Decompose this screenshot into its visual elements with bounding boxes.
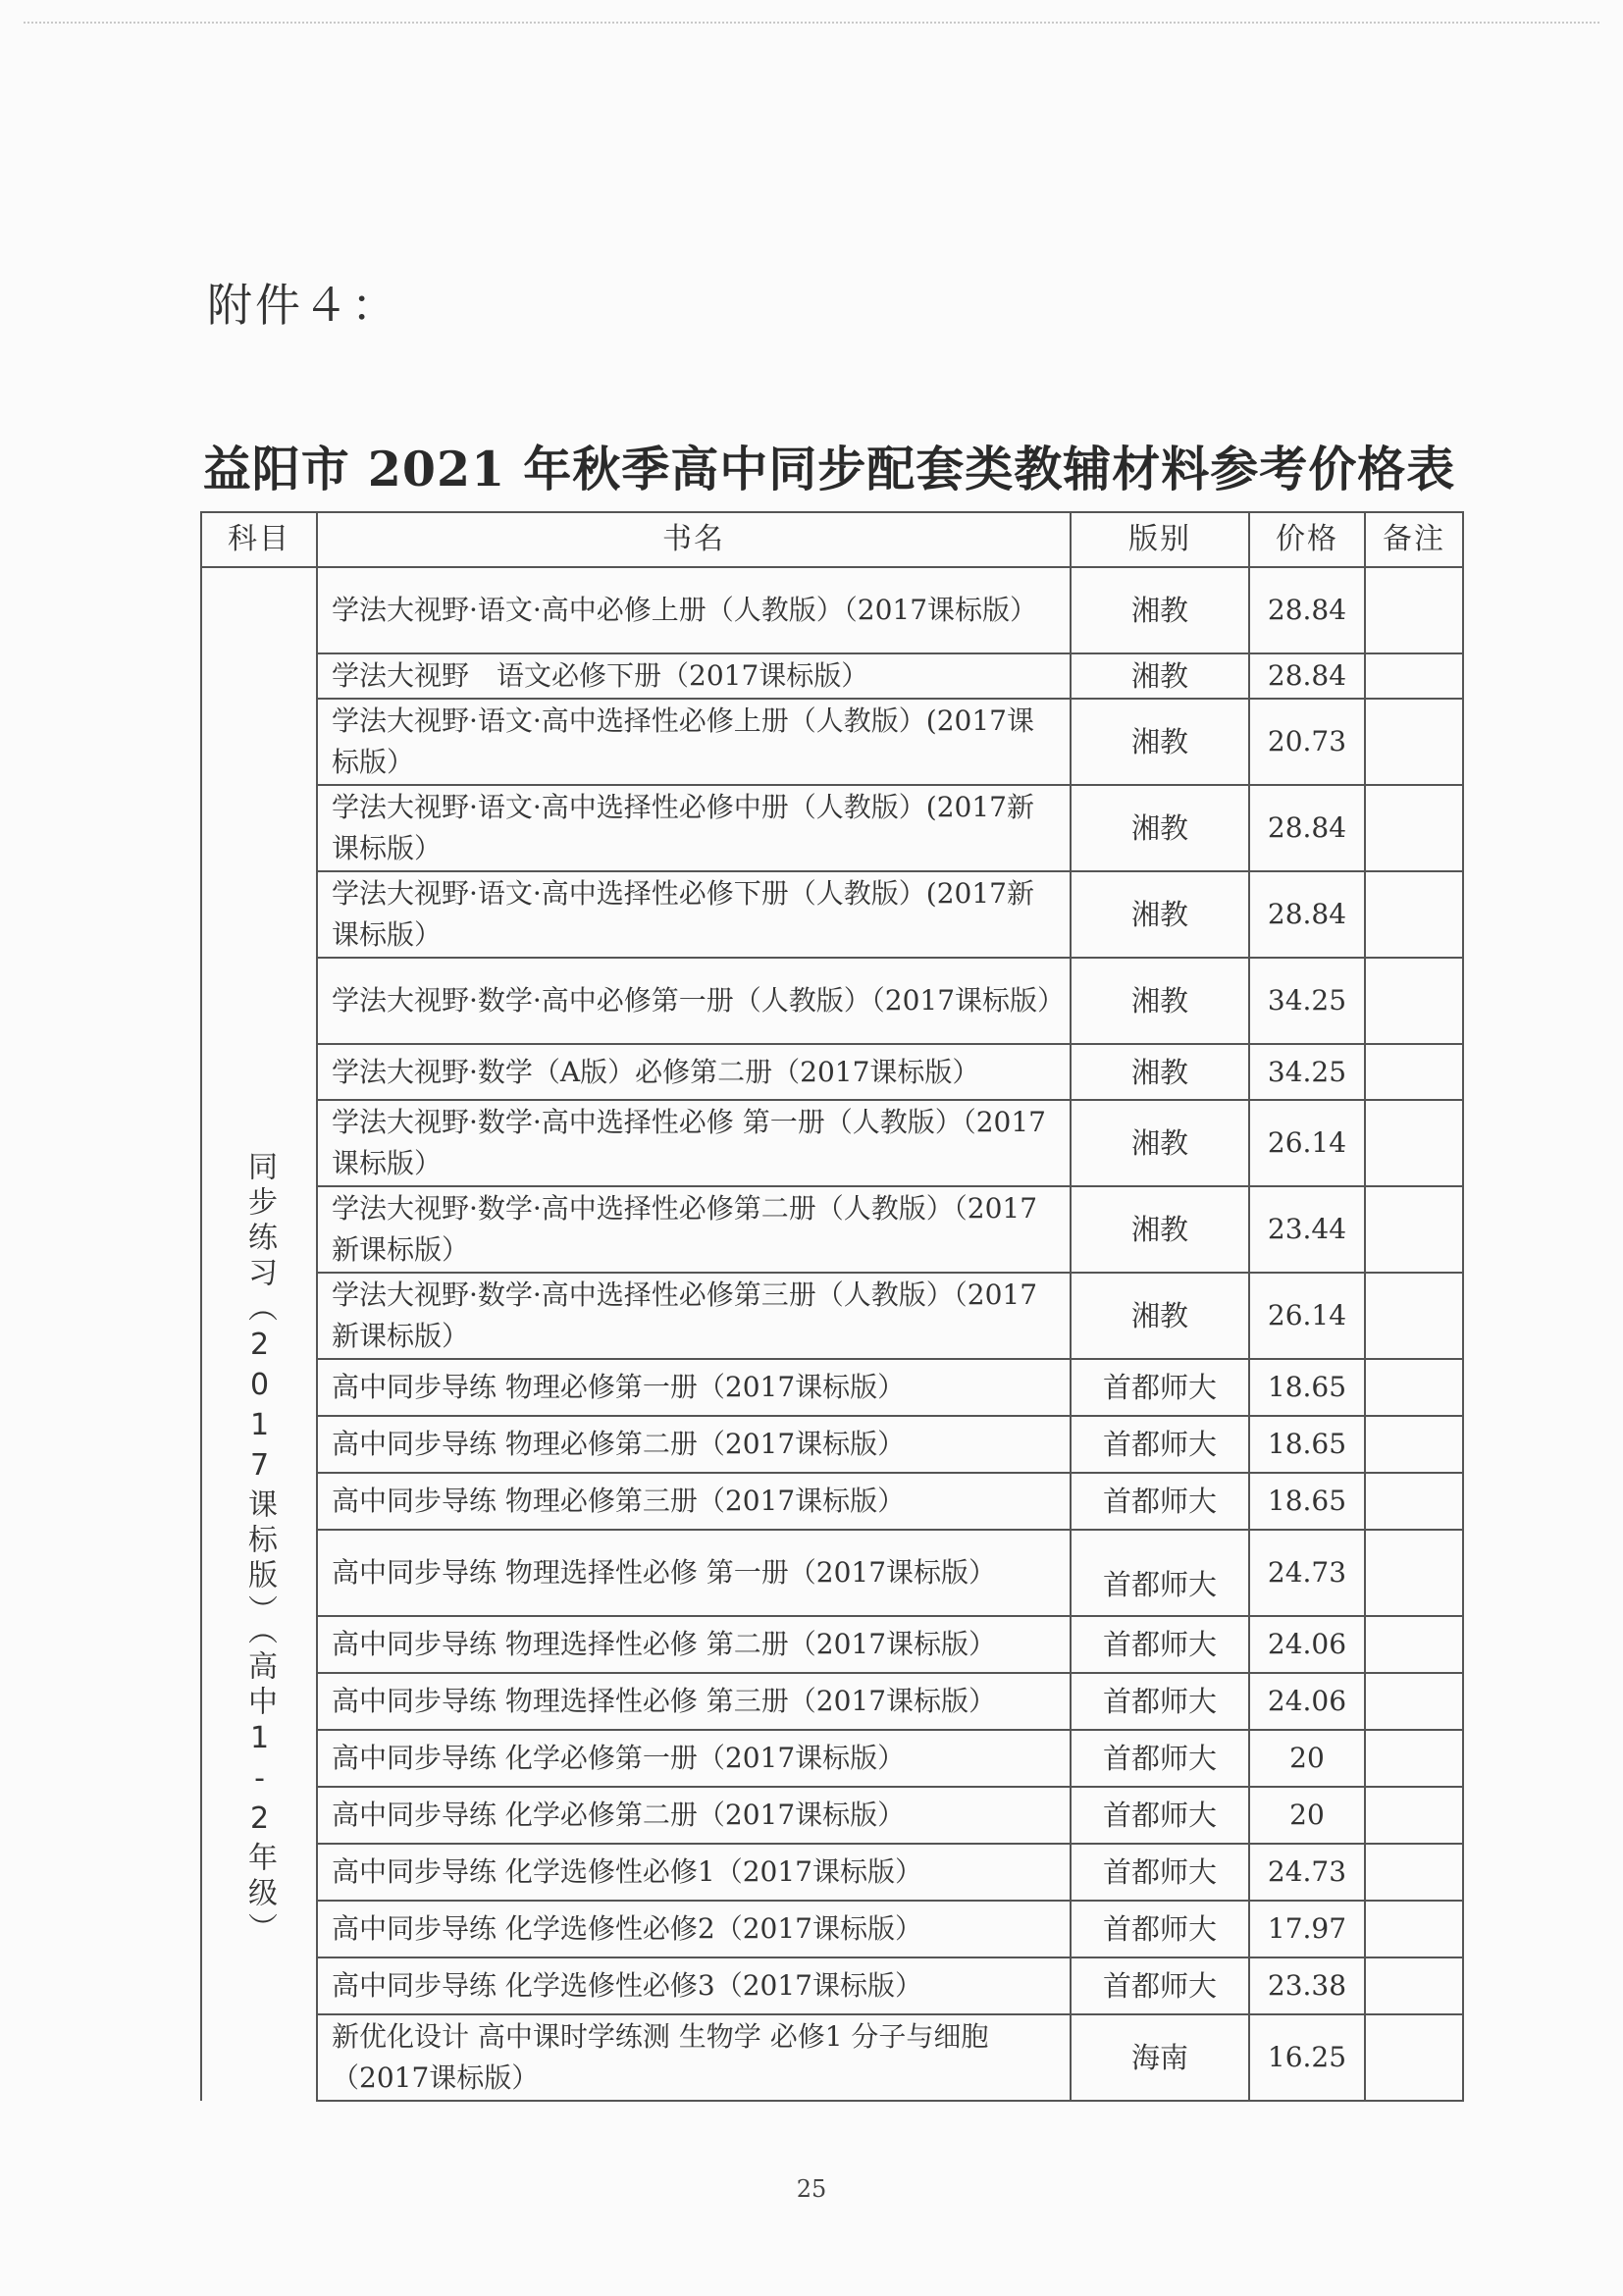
price-cell: 28.84 xyxy=(1249,785,1365,871)
note-cell xyxy=(1365,1530,1463,1616)
price-cell: 28.84 xyxy=(1249,871,1365,958)
book-name-cell: 高中同步导练 化学必修第一册（2017课标版） xyxy=(317,1730,1071,1787)
note-cell xyxy=(1365,1616,1463,1673)
book-name-cell: 学法大视野·数学·高中选择性必修 第一册（人教版）（2017课标版） xyxy=(317,1100,1071,1186)
publisher-cell: 首都师大 xyxy=(1071,1901,1249,1957)
publisher-cell: 海南 xyxy=(1071,2014,1249,2101)
price-cell: 20.73 xyxy=(1249,699,1365,785)
note-cell xyxy=(1365,2014,1463,2101)
book-name-cell: 高中同步导练 物理选择性必修 第三册（2017课标版） xyxy=(317,1673,1071,1730)
book-name-cell: 高中同步导练 化学必修第二册（2017课标版） xyxy=(317,1787,1071,1844)
note-cell xyxy=(1365,1273,1463,1359)
note-cell xyxy=(1365,1100,1463,1186)
table-row xyxy=(201,1957,1463,2014)
price-cell: 16.25 xyxy=(1249,2014,1365,2101)
publisher-cell: 湘教 xyxy=(1071,1044,1249,1100)
publisher-cell: 湘教 xyxy=(1071,958,1249,1044)
price-cell: 24.06 xyxy=(1249,1673,1365,1730)
book-name-cell: 学法大视野·语文·高中必修上册（人教版）（2017课标版） xyxy=(317,567,1071,653)
note-cell xyxy=(1365,1844,1463,1901)
book-name-cell: 学法大视野·数学（A版）必修第二册（2017课标版） xyxy=(317,1044,1071,1100)
table-row xyxy=(201,1844,1463,1901)
price-cell: 20 xyxy=(1249,1730,1365,1787)
price-cell: 26.14 xyxy=(1249,1100,1365,1186)
table-row xyxy=(201,1616,1463,1673)
table-row xyxy=(201,1359,1463,1416)
note-cell xyxy=(1365,1044,1463,1100)
note-cell xyxy=(1365,1473,1463,1530)
publisher-cell: 首都师大 xyxy=(1071,1787,1249,1844)
note-cell xyxy=(1365,785,1463,871)
table-row xyxy=(201,1673,1463,1730)
table-row xyxy=(201,1473,1463,1530)
publisher-cell: 首都师大 xyxy=(1071,1673,1249,1730)
book-name-cell: 学法大视野·数学·高中选择性必修第三册（人教版）（2017新课标版） xyxy=(317,1273,1071,1359)
book-name-cell: 高中同步导练 化学选修性必修1（2017课标版） xyxy=(317,1844,1071,1901)
publisher-cell: 首都师大 xyxy=(1071,1359,1249,1416)
book-name-cell: 新优化设计 高中课时学练测 生物学 必修1 分子与细胞（2017课标版） xyxy=(317,2014,1071,2101)
note-cell xyxy=(1365,1186,1463,1273)
table-row xyxy=(201,1901,1463,1957)
price-cell: 18.65 xyxy=(1249,1473,1365,1530)
header-subject: 科目 xyxy=(201,512,317,567)
note-cell xyxy=(1365,1416,1463,1473)
price-cell: 28.84 xyxy=(1249,567,1365,653)
note-cell xyxy=(1365,871,1463,958)
table-row xyxy=(201,1787,1463,1844)
publisher-cell: 首都师大 xyxy=(1071,1473,1249,1530)
book-name-cell: 学法大视野·语文·高中选择性必修下册（人教版）(2017新课标版） xyxy=(317,871,1071,958)
note-cell xyxy=(1365,653,1463,699)
publisher-cell: 首都师大 xyxy=(1071,1957,1249,2014)
note-cell xyxy=(1365,1359,1463,1416)
header-publisher: 版别 xyxy=(1071,512,1249,567)
book-name-cell: 高中同步导练 物理必修第二册（2017课标版） xyxy=(317,1416,1071,1473)
top-rule xyxy=(24,22,1599,24)
table-row xyxy=(201,699,1463,785)
price-cell: 34.25 xyxy=(1249,1044,1365,1100)
book-name-cell: 高中同步导练 物理选择性必修 第一册（2017课标版） xyxy=(317,1530,1071,1616)
note-cell xyxy=(1365,1957,1463,2014)
note-cell xyxy=(1365,1901,1463,1957)
note-cell xyxy=(1365,1730,1463,1787)
price-cell: 18.65 xyxy=(1249,1416,1365,1473)
book-name-cell: 学法大视野·语文·高中选择性必修上册（人教版）(2017课标版） xyxy=(317,699,1071,785)
table-header-row xyxy=(201,512,1463,567)
subject-label: 同步练习（2017课标版）（高中1-2年级） xyxy=(242,1151,277,1948)
publisher-cell: 湘教 xyxy=(1071,653,1249,699)
header-book-name: 书名 xyxy=(317,512,1071,567)
publisher-cell: 首都师大 xyxy=(1071,1530,1249,1616)
table-row xyxy=(201,1416,1463,1473)
price-table xyxy=(200,511,1464,2102)
price-cell: 34.25 xyxy=(1249,958,1365,1044)
price-cell: 24.73 xyxy=(1249,1844,1365,1901)
book-name-cell: 高中同步导练 物理必修第三册（2017课标版） xyxy=(317,1473,1071,1530)
book-name-cell: 高中同步导练 物理选择性必修 第二册（2017课标版） xyxy=(317,1616,1071,1673)
note-cell xyxy=(1365,699,1463,785)
table-row xyxy=(201,2014,1463,2101)
book-name-cell: 高中同步导练 化学选修性必修2（2017课标版） xyxy=(317,1901,1071,1957)
price-cell: 23.38 xyxy=(1249,1957,1365,2014)
book-name-cell: 高中同步导练 化学选修性必修3（2017课标版） xyxy=(317,1957,1071,2014)
table-row xyxy=(201,653,1463,699)
table-row xyxy=(201,1044,1463,1100)
publisher-cell: 首都师大 xyxy=(1071,1844,1249,1901)
publisher-cell: 湘教 xyxy=(1071,699,1249,785)
price-cell: 26.14 xyxy=(1249,1273,1365,1359)
publisher-cell: 湘教 xyxy=(1071,785,1249,871)
document-title: 益阳市 2021 年秋季高中同步配套类教辅材料参考价格表 xyxy=(202,441,1456,497)
price-cell: 18.65 xyxy=(1249,1359,1365,1416)
table-row xyxy=(201,1530,1463,1616)
table-row xyxy=(201,1730,1463,1787)
price-cell: 17.97 xyxy=(1249,1901,1365,1957)
note-cell xyxy=(1365,1673,1463,1730)
publisher-cell: 湘教 xyxy=(1071,1273,1249,1359)
book-name-cell: 学法大视野 语文必修下册（2017课标版） xyxy=(317,653,1071,699)
table-row xyxy=(201,567,1463,653)
book-name-cell: 高中同步导练 物理必修第一册（2017课标版） xyxy=(317,1359,1071,1416)
note-cell xyxy=(1365,958,1463,1044)
subject-cell xyxy=(201,567,317,2101)
book-name-cell: 学法大视野·数学·高中必修第一册（人教版）（2017课标版） xyxy=(317,958,1071,1044)
publisher-cell: 湘教 xyxy=(1071,567,1249,653)
note-cell xyxy=(1365,1787,1463,1844)
price-cell: 28.84 xyxy=(1249,653,1365,699)
table-row xyxy=(201,1186,1463,1273)
table-row xyxy=(201,871,1463,958)
publisher-cell: 首都师大 xyxy=(1071,1730,1249,1787)
publisher-cell: 湘教 xyxy=(1071,871,1249,958)
header-price: 价格 xyxy=(1249,512,1365,567)
page-number: 25 xyxy=(796,2175,827,2203)
header-note: 备注 xyxy=(1365,512,1463,567)
table-row xyxy=(201,1100,1463,1186)
price-cell: 20 xyxy=(1249,1787,1365,1844)
table-row xyxy=(201,1273,1463,1359)
book-name-cell: 学法大视野·语文·高中选择性必修中册（人教版）(2017新课标版） xyxy=(317,785,1071,871)
publisher-cell: 首都师大 xyxy=(1071,1616,1249,1673)
publisher-cell: 首都师大 xyxy=(1071,1416,1249,1473)
price-cell: 24.06 xyxy=(1249,1616,1365,1673)
publisher-cell: 湘教 xyxy=(1071,1100,1249,1186)
note-cell xyxy=(1365,567,1463,653)
table-row xyxy=(201,785,1463,871)
attachment-label: 附件４： xyxy=(207,279,399,332)
book-name-cell: 学法大视野·数学·高中选择性必修第二册（人教版）（2017新课标版） xyxy=(317,1186,1071,1273)
publisher-cell: 湘教 xyxy=(1071,1186,1249,1273)
table-row xyxy=(201,958,1463,1044)
price-cell: 23.44 xyxy=(1249,1186,1365,1273)
price-cell: 24.73 xyxy=(1249,1530,1365,1616)
